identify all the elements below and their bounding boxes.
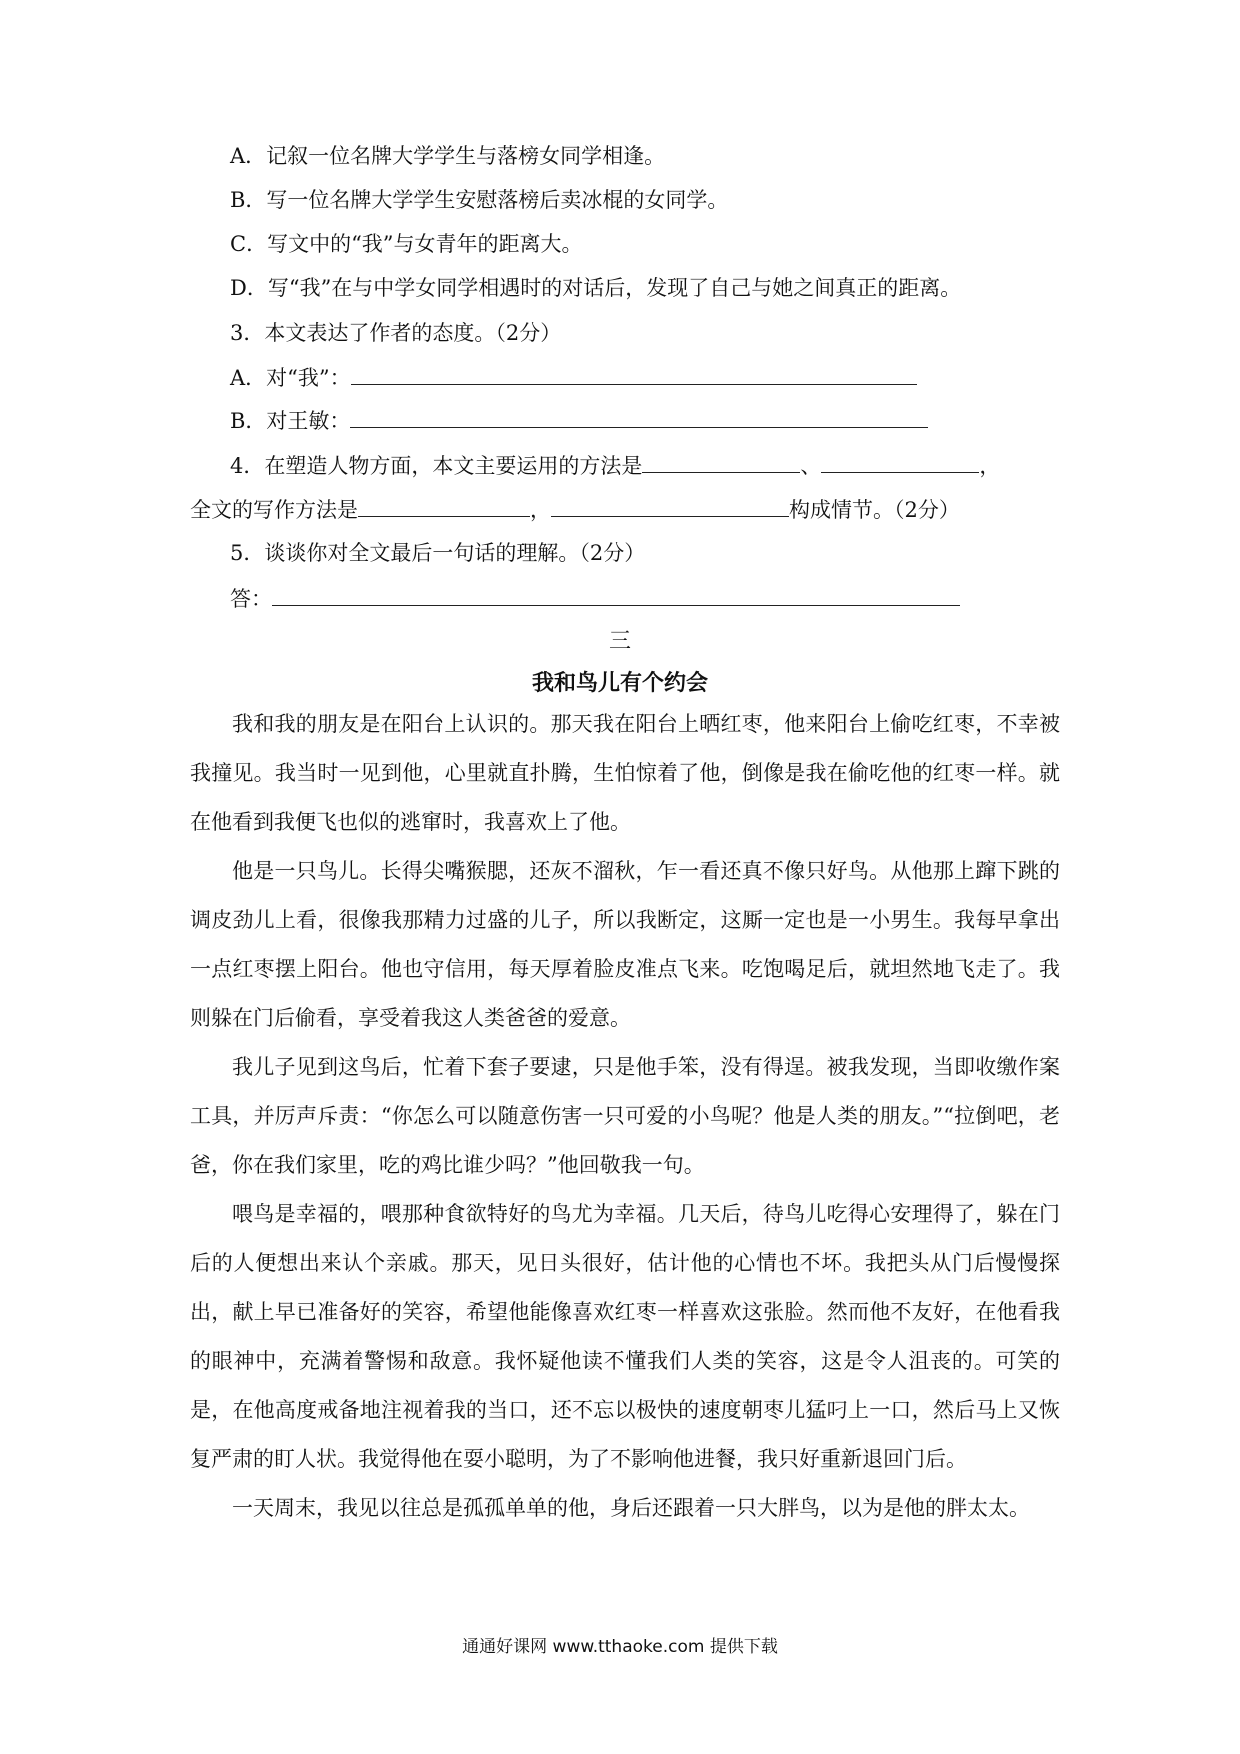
question-3-a-label: A．对“我”：: [230, 366, 351, 390]
paragraph: 他是一只鸟儿。长得尖嘴猴腮，还灰不溜秋，乍一看还真不像只好鸟。从他那上蹿下跳的调皮劲儿上看，很像我那精力过盛的儿子，所以我断定，这厮一定也是一小男生。我每早拿出一点红枣摆上阳台。他也守信用，每天厚着脸皮准点飞来。吃饱喝足后，就坦然地飞走了。我则躲在门后偷看，享受着我这人类爸爸的爱意。: [190, 859, 1060, 1030]
answer-blank[interactable]: [350, 405, 928, 428]
question-3: 3．本文表达了作者的态度。（2分）: [230, 321, 562, 345]
question-4-text: 4．在塑造人物方面，本文主要运用的方法是: [230, 454, 643, 478]
question-4-text: 全文的写作方法是: [190, 498, 358, 522]
option-c: C．写文中的“我”与女青年的距离大。: [230, 232, 583, 256]
option-b: B．写一位名牌大学学生安慰落榜后卖冰棍的女同学。: [230, 188, 729, 212]
question-4-line2: [190, 494, 960, 525]
option-d: D．写“我”在与中学女同学相遇时的对话后，发现了自己与她之间真正的距离。: [230, 276, 962, 300]
question-4-line1: [230, 450, 1000, 481]
question-3-a: [230, 362, 917, 393]
option-a: A．记叙一位名牌大学学生与落榜女同学相逢。: [230, 144, 666, 168]
article-title: 我和鸟儿有个约会: [531, 671, 708, 696]
question-3-b: [230, 405, 928, 436]
answer-blank[interactable]: [821, 450, 979, 473]
footer-source: 通通好课网 www.tthaoke.com 提供下载: [462, 1637, 778, 1657]
paragraph: 我和我的朋友是在阳台上认识的。那天我在阳台上晒红枣，他来阳台上偷吃红枣，不幸被我撞见。我当时一见到他，心里就直扑腾，生怕惊着了他，倒像是我在偷吃他的红枣一样。就在他看到我便飞也似的逃窜时，我喜欢上了他。: [190, 712, 1060, 834]
question-5: 5．谈谈你对全文最后一句话的理解。（2分）: [230, 541, 646, 565]
answer-blank[interactable]: [272, 583, 960, 606]
paragraph: 一天周末，我见以往总是孤孤单单的他，身后还跟着一只大胖鸟，以为是他的胖太太。: [232, 1496, 1030, 1520]
paragraph: 喂鸟是幸福的，喂那种食欲特好的鸟尤为幸福。几天后，待鸟儿吃得心安理得了，躲在门后的人便想出来认个亲戚。那天，见日头很好，估计他的心情也不坏。我把头从门后慢慢探出，献上早已准备好的笑容，希望他能像喜欢红枣一样喜欢这张脸。然而他不友好，在他看我的眼神中，充满着警惕和敌意。我怀疑他读不懂我们人类的笑容，这是令人沮丧的。可笑的是，在他高度戒备地注视着我的当口，还不忘以极快的速度朝枣儿猛叼上一口，然后马上又恢复严肃的盯人状。我觉得他在耍小聪明，为了不影响他进餐，我只好重新退回门后。: [190, 1202, 1060, 1471]
question-3-b-label: B．对王敏：: [230, 409, 351, 433]
answer-label: 答：: [230, 587, 272, 611]
separator: ，: [979, 454, 1001, 478]
paragraph: 我儿子见到这鸟后，忙着下套子要逮，只是他手笨，没有得逞。被我发现，当即收缴作案工具，并厉声斥责：“你怎么可以随意伤害一只可爱的小鸟呢？他是人类的朋友。”“拉倒吧，老爸，你在我们家里，吃的鸡比谁少吗？”他回敬我一句。: [190, 1055, 1060, 1177]
question-5-answer: [230, 583, 960, 614]
separator: ，: [530, 498, 551, 522]
answer-blank[interactable]: [358, 494, 530, 517]
answer-blank[interactable]: [351, 362, 917, 385]
separator: 、: [800, 454, 822, 478]
question-4-text: 构成情节。（2分）: [789, 498, 960, 522]
answer-blank[interactable]: [551, 494, 789, 517]
section-number: 三: [608, 629, 631, 654]
answer-blank[interactable]: [642, 450, 800, 473]
